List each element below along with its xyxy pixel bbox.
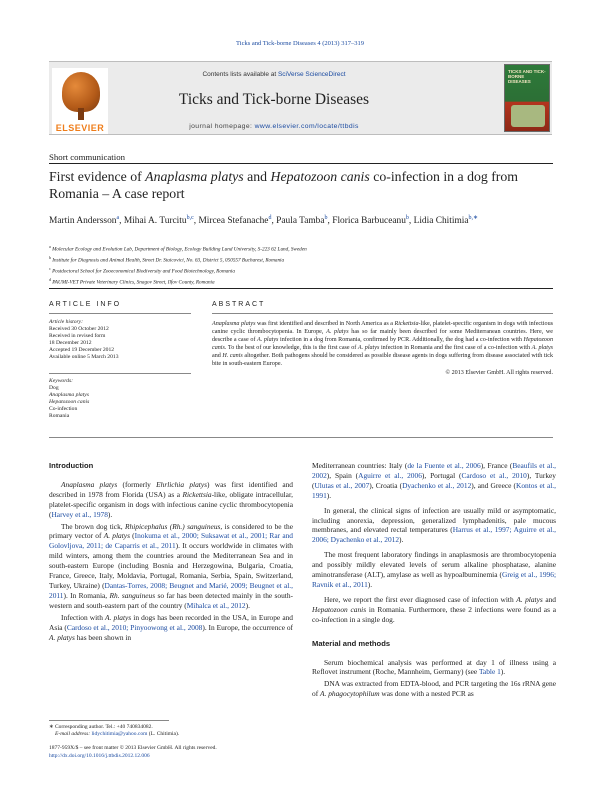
keyword: Anaplasma platys xyxy=(49,392,89,398)
right-column xyxy=(312,461,556,701)
article-history: Article history: Received 30 October 2012 Received in revised form 18 December 2012 Accepted 19 December 2012 Available online 5 March 2013 xyxy=(49,319,119,360)
citation-link[interactable]: Harrus et al., 1997; Aguirre et al., 2006; Dyachenko et al., 2012 xyxy=(312,525,556,545)
history-rule xyxy=(49,373,191,374)
citation-link[interactable]: Cardoso et al., 2010; Pinyoowong et al., 2008 xyxy=(66,622,203,632)
article-type: Short communication xyxy=(49,152,125,162)
affil-rule xyxy=(49,288,553,289)
author[interactable]: Lidia Chitimia$^{b,∗}$ xyxy=(413,215,479,227)
affiliation: $^a$ Molecular Ecology and Evolution Lab, Department of Biology, Ecology Building Lund University, S-223 62 Lund, Sweden xyxy=(49,244,307,253)
abstract-bottom-rule xyxy=(49,437,553,438)
paragraph: Infection with A. platys in dogs has been recorded in the USA, in Europe and Asia (Cardoso et al., 2010; Pinyoowong et al., 2008). In Europe, the occurrence of A. platys has been shown in xyxy=(49,612,294,642)
author[interactable]: Mihai A. Turcitu$^{b,c}$ xyxy=(123,215,194,227)
title-rule xyxy=(49,163,553,164)
info-rule xyxy=(49,313,191,314)
journal-header xyxy=(49,61,555,137)
author[interactable]: Mircea Stefanache$^d$ xyxy=(198,215,272,227)
affiliation: $^b$ Institute for Diagnosis and Animal Health, Street Dr. Staicovici, No. 63, District 5, 050557 Bucharest, Romania xyxy=(49,255,285,264)
footnote-rule xyxy=(49,720,169,721)
paragraph: In general, the clinical signs of infection are usually mild or asymptomatic, including anorexia, depression, generalized lymphadenitis, pale mucous membranes, and elevated rectal temperatures (Harrus et al., 1997; Aguirre et al., 2006; Dyachenko et al., 2012). xyxy=(312,505,556,545)
citation-link[interactable]: de la Fuente et al., 2006 xyxy=(407,461,481,470)
copyright: © 2013 Elsevier GmbH. All rights reserved. xyxy=(445,369,553,376)
citation-link[interactable]: Beaufils et al., 2002 xyxy=(312,461,557,480)
homepage-link[interactable]: www.elsevier.com/locate/ttbdis xyxy=(254,123,359,130)
keyword: Romania xyxy=(49,413,70,419)
abstract-label: ABSTRACT xyxy=(212,301,266,308)
journal-cover xyxy=(504,64,550,132)
table-link[interactable]: Table 1 xyxy=(478,667,501,677)
left-column xyxy=(49,461,293,644)
citation-link[interactable]: Inokuma et al., 2000; Suksawat et al., 2001; Rar and Golovljova, 2011; de Caparris et al., 2011 xyxy=(49,531,294,551)
article-info-label: ARTICLE INFO xyxy=(49,301,122,308)
issn-line: 1877-959X/$ – see front matter © 2013 Elsevier GmbH. All rights reserved. xyxy=(49,745,217,752)
paragraph: Anaplasma platys (formerly Ehrlichia platys) was first identified and described in 1978 from Florida (USA) as a Rickettsia-like, obligate intracellular, platelet-specific organism in dogs with infectious canine cyclic thrombocytopenia (Harvey et al., 1978). xyxy=(49,479,294,519)
citation-link[interactable]: Cardoso et al., 2010 xyxy=(461,470,527,480)
paragraph: Here, we report the first ever diagnosed case of infection with A. platys and Hepatozoon canis in Romania. Furthermore, these 2 infections were found as a co-infection in a single dog. xyxy=(312,594,557,624)
affiliations xyxy=(49,243,553,287)
paragraph: DNA was extracted from EDTA-blood, and PCR targeting the 16s rRNA gene of A. phagocytophilum was done with a nested PCR as xyxy=(312,679,556,699)
cover-image xyxy=(511,105,545,127)
author[interactable]: Florica Barbuceanu$^b$ xyxy=(332,215,409,227)
paragraph: The brown dog tick, Rhipicephalus (Rh.) sanguineus, is considered to be the primary vector of A. platys (Inokuma et al., 2000; Suksawat et al., 2001; Rar and Golovljova, 2011; de Caparris et al., 2011). It occurs worldwide in climates with mild winters, among them the countries around the Mediterranean Sea and in south-eastern Europe (including Bosnia and Herzegowina, Bulgaria, Croatia, France, Greece, Italy, Moldavia, Portugal, Romania, Serbia, Spain, Switzerland, Turkey, Ukraine) (Dantas-Torres, 2008; Beugnet and Marié, 2009; Beugnet et al., 2011). In Romania, Rh. sanguineus so far has been detected mainly in the south-western and south-eastern part of the country (Mihalca et al., 2012). xyxy=(49,521,294,610)
introduction-heading: Introduction xyxy=(49,461,94,470)
elsevier-tree-trunk xyxy=(78,108,84,120)
journal-banner xyxy=(49,61,552,135)
doi-link[interactable]: http://dx.doi.org/10.1016/j.ttbdis.2012.12.006 xyxy=(49,752,150,759)
citation-link[interactable]: Harvey et al., 1978 xyxy=(51,509,108,519)
journal-title: Ticks and Tick-borne Diseases xyxy=(178,91,370,108)
paragraph: Serum biochemical analysis was performed at day 1 of illness using a Reflovet instrument (Roche, Mannheim, Germany) (see Table 1). xyxy=(312,657,556,677)
running-head-link[interactable]: Ticks and Tick-borne Diseases 4 (2013) 317–319 xyxy=(236,40,364,47)
abstract-text: Anaplasma platys was first identified and described in North America as a Rickettsia-like, platelet-specific organism in dogs with infectious canine cyclic thrombocytopenia. In Europe, A. platys has so far mainly been described for some Mediterranean countries. Here, we describe a case of A. platys infection in a dog from Romania, confirmed by PCR. Additionally, the dog had a co-infection with Hepatozoon canis. To the best of our knowledge, this is the first case of A. platys infection in Romania and the first case of a co-infection with A. platys and H. canis altogether. Both pathogens should be considered as possible disease agents in dogs suffering from disease associated with tick bite in south-eastern Europe. © 2013 Elsevier GmbH. All rights reserved. xyxy=(212,321,554,376)
paragraph: The most frequent laboratory findings in anaplasmosis are thrombocytopenia and possibly mildly elevated levels of serum alkaline phosphatase, alanine aminotransferase (ALT), amylase as well as hypoalbuminemia (Greig et al., 1996; Ravnik et al., 2011). xyxy=(312,550,556,589)
email-link[interactable]: lidychitimia@yahoo.com xyxy=(91,731,148,738)
sciencedirect-link[interactable]: SciVerse ScienceDirect xyxy=(277,71,346,78)
footnotes xyxy=(49,724,293,760)
citation-link[interactable]: Dantas-Torres, 2008; Beugnet and Marié, 2009; Beugnet et al., 2011 xyxy=(49,580,293,600)
running-head[interactable] xyxy=(0,40,600,47)
citation-link[interactable]: Kontos et al., 1991 xyxy=(312,480,556,500)
keyword: Dog xyxy=(49,385,59,391)
keywords: Keywords: Dog Anaplasma platys Hepatozoon canis Co-infection Romania xyxy=(49,378,179,420)
citation-link[interactable]: Mihalca et al., 2012 xyxy=(186,600,246,610)
keyword: Hepatozoon canis xyxy=(49,399,90,405)
publisher-name: ELSEVIER xyxy=(55,123,105,133)
citation-link[interactable]: Greig et al., 1996; Ravnik et al., 2011 xyxy=(312,570,556,589)
author-list: Martin Andersson$^a$, Mihai A. Turcitu$^{b,c}$, Mircea Stefanache$^d$, Paula Tamba$^b$, Florica Barbuceanu$^b$, Lidia Chitimia$^{b,∗}$ xyxy=(49,215,479,227)
paragraph: Mediterranean countries: Italy (de la Fuente et al., 2006), France (Beaufils et al., 2002), Spain (Aguirre et al., 2006), Portugal (Cardoso et al., 2010), Turkey (Ulutas et al., 2007), Croatia (Dyachenko et al., 2012), and Greece (Kontos et al., 1991). xyxy=(312,461,557,500)
methods-heading: Material and methods xyxy=(312,638,391,648)
contents-line: Contents lists available at SciVerse ScienceDirect xyxy=(202,71,346,78)
keyword: Co-infection xyxy=(49,406,78,412)
cover-title: TICKS AND TICK-BORNE DISEASES xyxy=(508,69,546,85)
article-title: First evidence of Anaplasma platys and Hepatozoon canis co-infection in a dog from Romania – A case report xyxy=(49,169,519,201)
citation-link[interactable]: Dyachenko et al., 2012 xyxy=(402,480,472,490)
abstract-rule xyxy=(212,313,553,314)
citation-link[interactable]: Aguirre et al., 2006 xyxy=(358,470,422,480)
journal-homepage: journal homepage: www.elsevier.com/locate/ttbdis xyxy=(189,123,359,130)
affiliation: $^c$ Postdoctoral School for Zooeconomical Biodiversity and Food Biotechnology, Romania xyxy=(49,266,235,275)
author[interactable]: Paula Tamba$^b$ xyxy=(276,215,328,227)
citation-link[interactable]: Ulutas et al., 2007 xyxy=(314,480,370,490)
email-line: E-mail address: lidychitimia@yahoo.com (L. Chitimia). xyxy=(55,731,180,738)
corresponding-author: ∗ Corresponding author. Tel.: +40 740834082. xyxy=(49,724,153,730)
author[interactable]: Martin Andersson$^a$ xyxy=(49,215,120,227)
affiliation: $^d$ PAUMI-VET Private Veterinary Clinics, Snagov Street, Ilfov County, Romania xyxy=(49,277,215,286)
